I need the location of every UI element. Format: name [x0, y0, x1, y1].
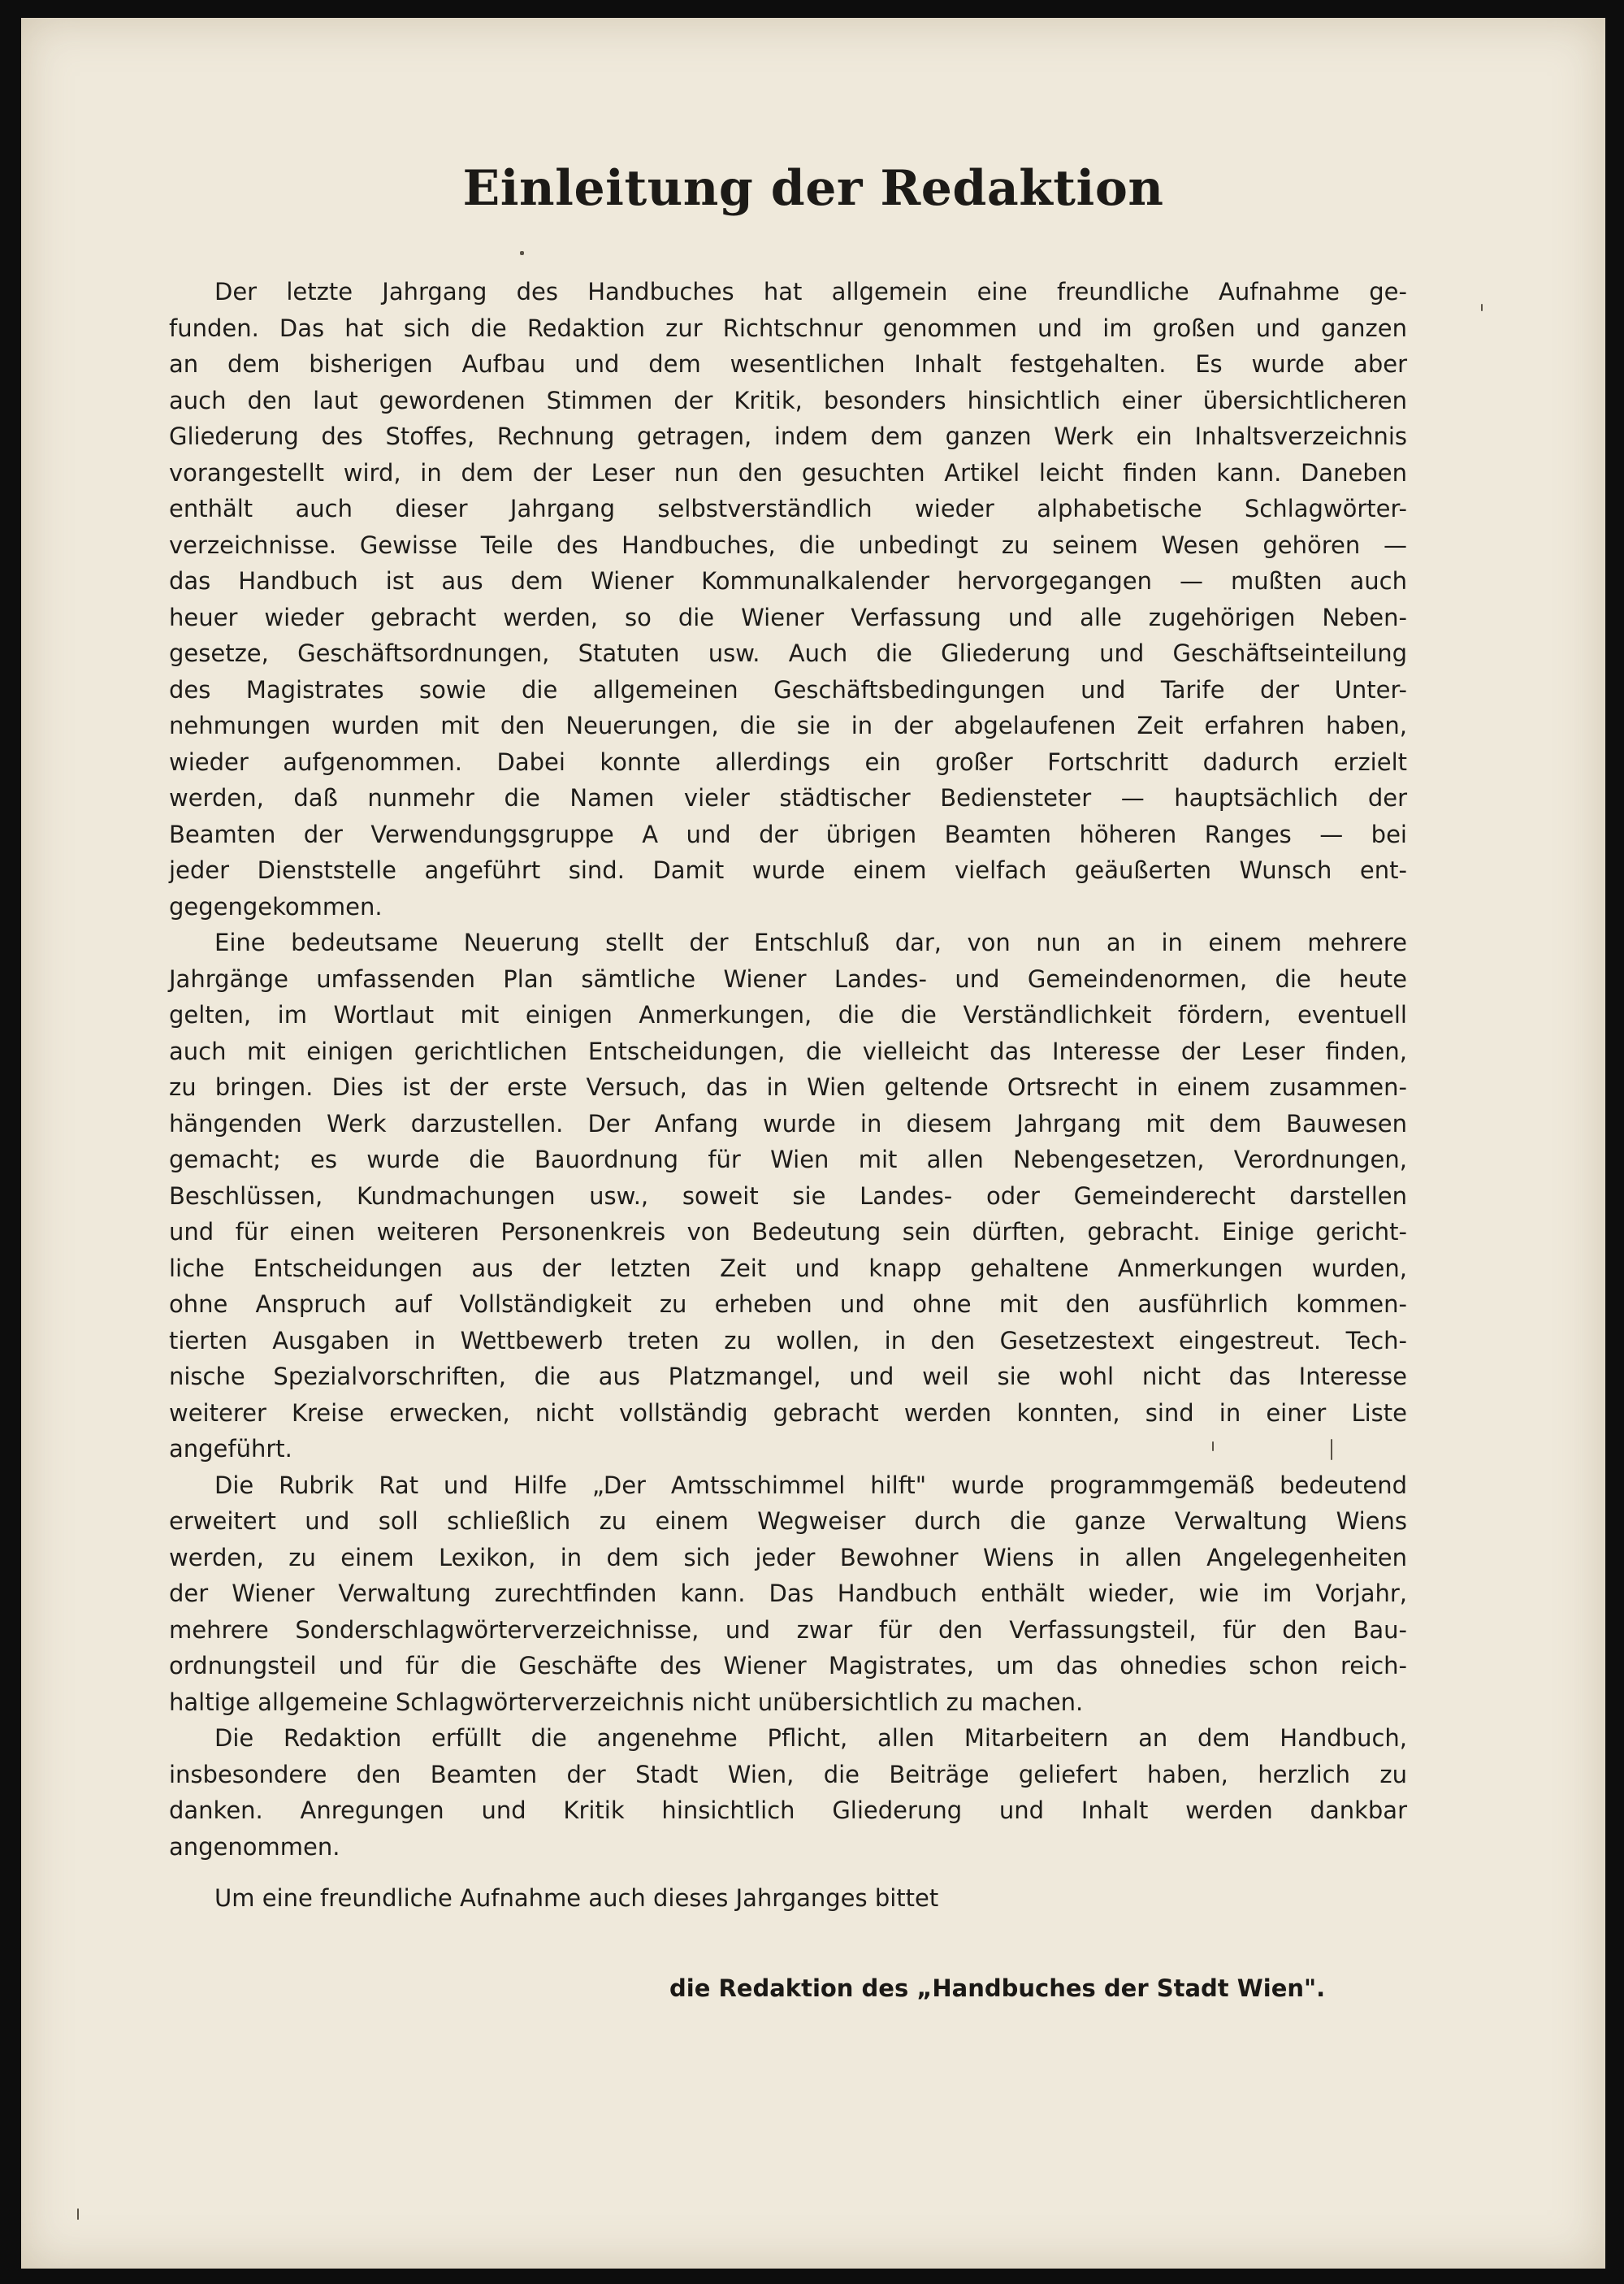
text-line: heuer wieder gebracht werden, so die Wiener Verfassung und alle zugehörigen Neben- — [169, 603, 1407, 631]
text-line: hängenden Werk darzustellen. Der Anfang wurde in diesem Jahrgang mit dem Bauwesen — [169, 1109, 1407, 1138]
text-line: Jahrgänge umfassenden Plan sämtliche Wiener Landes- und Gemeindenormen, die heute — [169, 964, 1407, 993]
text-line: Eine bedeutsame Neuerung stellt der Entschluß dar, von nun an in einem mehrere — [214, 929, 1407, 956]
text-line: gesetze, Geschäftsordnungen, Statuten usw. Auch die Gliederung und Geschäftseinteilung — [169, 639, 1407, 667]
text-line: weiterer Kreise erwecken, nicht vollständig gebracht werden konnten, sind in einer Liste — [169, 1398, 1407, 1427]
paper-speck — [1481, 304, 1483, 311]
text-line: des Magistrates sowie die allgemeinen Geschäftsbedingungen und Tarife der Unter- — [169, 675, 1407, 704]
paper-speck — [1331, 1439, 1332, 1460]
text-line: Beamten der Verwendungsgruppe A und der übrigen Beamten höheren Ranges — bei — [169, 820, 1407, 848]
text-line: nehmungen wurden mit den Neuerungen, die sie in der abgelaufenen Zeit erfahren haben, — [169, 712, 1407, 739]
text-line: und für einen weiteren Personenkreis von Bedeutung sein dürften, gebracht. Einige gericht- — [169, 1218, 1407, 1246]
text-line: das Handbuch ist aus dem Wiener Kommunalkalender hervorgegangen — mußten auch — [169, 567, 1407, 595]
text-line: insbesondere den Beamten der Stadt Wien, die Beiträge geliefert haben, herzlich zu — [169, 1760, 1407, 1788]
text-line: funden. Das hat sich die Redaktion zur Richtschnur genommen und im großen und ganzen — [169, 314, 1407, 342]
paragraph — [169, 925, 1407, 1467]
paragraph — [169, 1720, 1407, 1865]
document-page — [21, 18, 1605, 2269]
text-line: gegengekommen. — [169, 892, 383, 921]
text-line: Beschlüssen, Kundmachungen usw., soweit sie Landes- oder Gemeinderecht darstellen — [169, 1181, 1407, 1210]
page-title: Einleitung der Redaktion — [462, 160, 1164, 217]
text-line: ordnungsteil und für die Geschäfte des Wiener Magistrates, um das ohnedies schon reich- — [169, 1652, 1407, 1679]
text-line: tierten Ausgaben in Wettbewerb treten zu wollen, in den Gesetzestext eingestreut. Tech- — [169, 1326, 1407, 1354]
paper-speck — [520, 251, 524, 255]
text-line: liche Entscheidungen aus der letzten Zeit und knapp gehaltene Anmerkungen wurden, — [169, 1254, 1407, 1282]
text-line: danken. Anregungen und Kritik hinsichtlich Gliederung und Inhalt werden dankbar — [169, 1796, 1407, 1824]
text-line: zu bringen. Dies ist der erste Versuch, das in Wien geltende Ortsrecht in einem zusammen- — [169, 1073, 1407, 1101]
text-line: mehrere Sonderschlagwörterverzeichnisse, und zwar für den Verfassungsteil, für den Bau- — [169, 1615, 1407, 1644]
text-line: gemacht; es wurde die Bauordnung für Wien mit allen Nebengesetzen, Verordnungen, — [169, 1146, 1407, 1173]
text-line: angenommen. — [169, 1832, 340, 1861]
text-line: Gliederung des Stoffes, Rechnung getragen, indem dem ganzen Werk ein Inhaltsverzeichnis — [169, 423, 1407, 450]
text-line: werden, zu einem Lexikon, in dem sich jeder Bewohner Wiens in allen Angelegenheiten — [169, 1543, 1407, 1571]
text-line: angeführt. — [169, 1435, 292, 1463]
text-line: vorangestellt wird, in dem der Leser nun den gesuchten Artikel leicht finden kann. Daneben — [169, 458, 1407, 487]
paragraph — [169, 1467, 1407, 1721]
text-line: an dem bisherigen Aufbau und dem wesentlichen Inhalt festgehalten. Es wurde aber — [169, 350, 1407, 378]
text-line: auch den laut gewordenen Stimmen der Kritik, besonders hinsichtlich einer übersichtlicheren — [169, 386, 1407, 414]
text-line: gelten, im Wortlaut mit einigen Anmerkungen, die die Verständlichkeit fördern, eventuell — [169, 1001, 1407, 1029]
closing-line: Um eine freundliche Aufnahme auch dieses Jahrganges bittet — [214, 1884, 939, 1912]
text-line: Der letzte Jahrgang des Handbuches hat allgemein eine freundliche Aufnahme ge- — [214, 278, 1407, 306]
text-line: ohne Anspruch auf Vollständigkeit zu erheben und ohne mit den ausführlich kommen- — [169, 1290, 1407, 1318]
text-line: auch mit einigen gerichtlichen Entscheidungen, die vielleicht das Interesse der Leser finden, — [169, 1037, 1407, 1065]
text-line: der Wiener Verwaltung zurechtfinden kann. Das Handbuch enthält wieder, wie im Vorjahr, — [169, 1580, 1407, 1607]
text-line: Die Redaktion erfüllt die angenehme Pflicht, allen Mitarbeitern an dem Handbuch, — [214, 1724, 1407, 1752]
text-line: wieder aufgenommen. Dabei konnte allerdings ein großer Fortschritt dadurch erzielt — [169, 748, 1407, 776]
paper-speck — [77, 2208, 79, 2220]
text-line: nische Spezialvorschriften, die aus Platzmangel, und weil sie wohl nicht das Interesse — [169, 1363, 1407, 1390]
text-line: verzeichnisse. Gewisse Teile des Handbuches, die unbedingt zu seinem Wesen gehören — — [169, 531, 1407, 559]
text-line: Die Rubrik Rat und Hilfe „Der Amtsschimmel hilft" wurde programmgemäß bedeutend — [214, 1471, 1407, 1499]
body-text — [169, 274, 1407, 1865]
text-line: haltige allgemeine Schlagwörterverzeichnis nicht unübersichtlich zu machen. — [169, 1688, 1084, 1716]
text-line: erweitert und soll schließlich zu einem Wegweiser durch die ganze Verwaltung Wiens — [169, 1507, 1407, 1535]
text-line: werden, daß nunmehr die Namen vieler städtischer Bediensteter — hauptsächlich der — [169, 784, 1407, 812]
paper-speck — [1212, 1441, 1214, 1451]
signature-line: die Redaktion des „Handbuches der Stadt Wien". — [669, 1974, 1326, 2002]
text-line: enthält auch dieser Jahrgang selbstverständlich wieder alphabetische Schlagwörter- — [169, 495, 1407, 522]
text-line: jeder Dienststelle angeführt sind. Damit wurde einem vielfach geäußerten Wunsch ent- — [169, 856, 1407, 884]
paragraph — [169, 274, 1407, 925]
